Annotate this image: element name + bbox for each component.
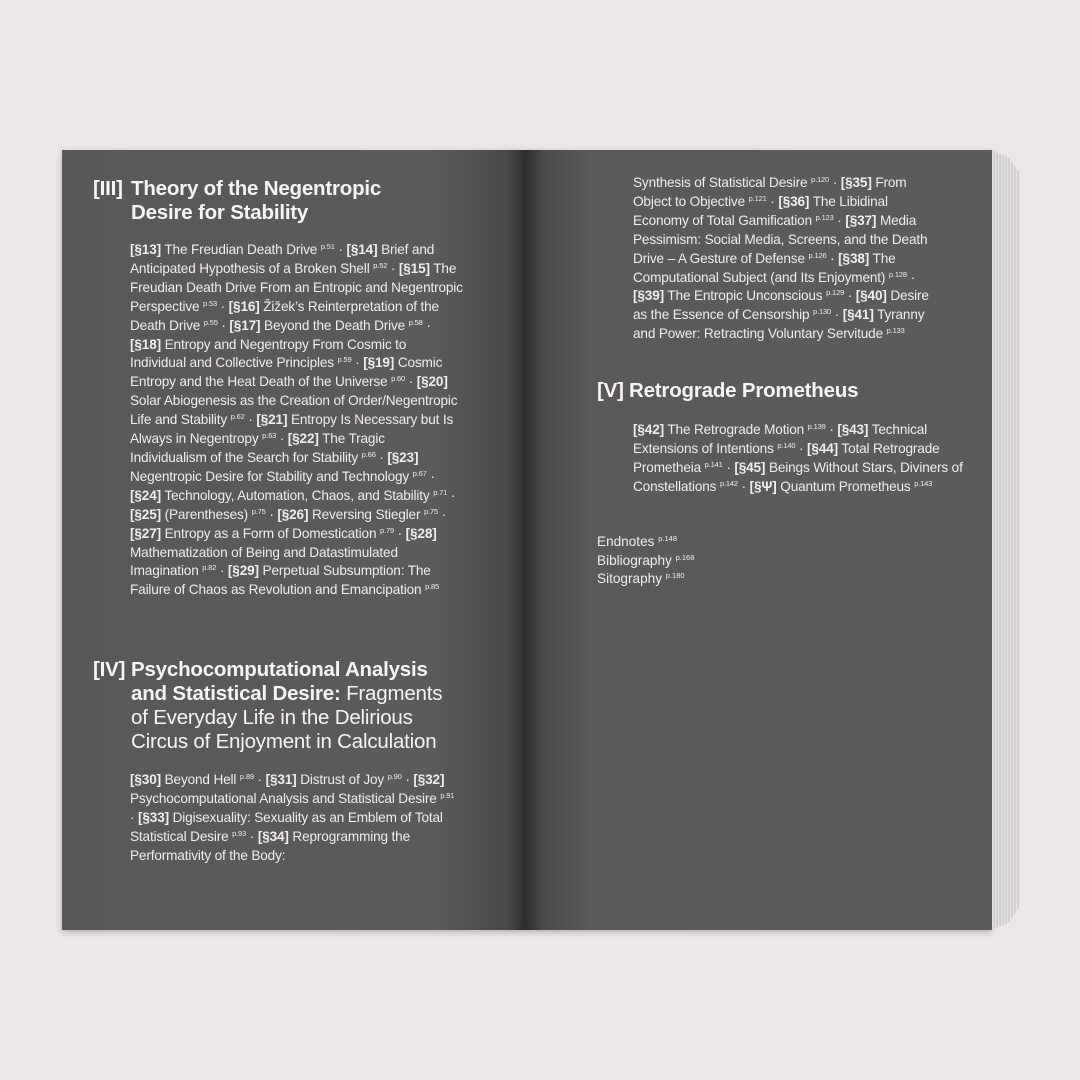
separator-dot: · <box>422 317 431 333</box>
page-number: p.121 <box>748 193 767 203</box>
page-number: p.51 <box>320 242 335 251</box>
page-number: p.58 <box>408 317 423 327</box>
section-title: Media Pessimism: Social Media, Screens, and the Death Drive – A Gesture of Defense <box>633 212 928 266</box>
page-number: p.75 <box>251 506 266 516</box>
section-title: The Freudian Death Drive From an Entropic and Negentropic Perspective <box>130 260 463 314</box>
section-number: [§15] <box>398 260 430 276</box>
section-title: Solar Abiogenesis as the Creation of Order/Negentropic Life and Stability <box>130 393 458 428</box>
section-title: (Parentheses) <box>164 506 249 522</box>
separator-dot: · <box>722 459 735 475</box>
section-number: [§27] <box>130 525 161 541</box>
section-title: Reversing Stiegler <box>311 506 421 522</box>
separator-dot: · <box>375 449 388 465</box>
section-number: [§34] <box>257 828 289 844</box>
part-4-title: Psychocomputational Analysis and Statistical Desire: <box>131 658 428 705</box>
part-4-heading <box>93 658 455 754</box>
section-title: Entropy Is Necessary but Is Always in Negentropy <box>130 412 454 447</box>
page-number: p.139 <box>807 422 826 431</box>
separator-dot: · <box>829 175 841 190</box>
part-4-subtitle: Fragments of Everyday Life in the Delirious Circus of Enjoyment in Calculation <box>131 682 443 753</box>
section-number: [§33] <box>138 809 169 825</box>
page-number: p.71 <box>433 487 448 497</box>
section-number: [§16] <box>228 298 260 314</box>
section-number: [§13] <box>130 242 161 257</box>
section-number: [§39] <box>633 288 664 304</box>
section-title: The Entropic Unconscious <box>667 288 823 304</box>
separator-dot: · <box>766 193 779 209</box>
back-matter-list <box>597 533 797 589</box>
separator-dot: · <box>387 260 399 276</box>
toc-entry <box>633 288 844 303</box>
section-title: Tyranny and Power: Retracting Voluntary Servitude <box>633 307 925 342</box>
separator-dot: · <box>437 506 446 522</box>
separator-dot: · <box>401 772 414 787</box>
backmatter-bibliography: Bibliography $^{p.168}$ <box>597 552 695 568</box>
section-title: Cosmic Entropy and the Heat Death of the Universe <box>130 355 443 390</box>
section-number: [§20] <box>416 374 448 390</box>
page-number: p.52 <box>373 260 388 270</box>
page-number: p.79 <box>380 525 394 535</box>
section-number: [§26] <box>277 506 309 522</box>
section-number: [§44] <box>807 440 839 456</box>
section-title: Beyond the Death Drive <box>264 317 406 333</box>
section-number: [§29] <box>227 563 259 579</box>
separator-dot: · <box>217 298 229 314</box>
section-title: Total Retrograde Prometheia <box>633 440 940 475</box>
section-title: Brief and Anticipated Hypothesis of a Broken Shell <box>130 242 435 276</box>
section-number: [§37] <box>845 212 877 228</box>
part-4-contents <box>130 771 460 866</box>
page-number: p.85 <box>425 582 440 592</box>
section-number: [§14] <box>346 242 378 257</box>
part-5-title: Retrograde Prometheus <box>629 379 859 402</box>
section-title: Entropy and Negentropy From Cosmic to Individual and Collective Principles <box>130 336 407 371</box>
section-title: Distrust of Joy <box>300 772 385 787</box>
section-title: Digisexuality: Sexuality as an Emblem of Total Statistical Desire <box>130 809 443 844</box>
separator-dot: · <box>334 242 347 257</box>
section-title: The Libidinal Economy of Total Gamification <box>633 193 888 228</box>
separator-dot: · <box>795 440 808 456</box>
section-number: [§41] <box>842 307 874 323</box>
section-number: [§Ψ] <box>749 478 777 494</box>
part-5-number: [V] <box>597 379 624 402</box>
separator-dot: · <box>276 431 288 447</box>
section-title: Beings Without Stars, Diviners of Constellations <box>633 459 963 494</box>
page-number: p.55 <box>203 317 218 327</box>
section-title: Technical Extensions of Intentions <box>633 422 928 456</box>
section-title: The Computational Subject (and Its Enjoyment) <box>633 250 896 285</box>
separator-dot: · <box>737 478 750 494</box>
page-number: p.123 <box>815 212 834 222</box>
section-number: [§31] <box>265 772 297 787</box>
page-number: p.91 <box>440 790 455 800</box>
page-edges <box>992 150 1020 930</box>
separator-dot: · <box>844 288 856 304</box>
backmatter-endnotes: Endnotes $^{p.148}$ <box>597 534 678 549</box>
section-number: [§25] <box>130 506 161 522</box>
section-title: Negentropic Desire for Stability and Technology <box>130 468 410 484</box>
separator-dot: · <box>253 772 266 787</box>
page-number: p.93 <box>232 828 247 838</box>
separator-dot: · <box>130 809 139 825</box>
section-number: [§40] <box>855 288 887 304</box>
part-5-contents <box>633 421 963 497</box>
section-number: [§22] <box>287 431 319 447</box>
separator-dot: · <box>265 506 278 522</box>
section-title: Žižek’s Reinterpretation of the Death Drive <box>130 298 439 333</box>
page-number: p.82 <box>202 563 217 573</box>
page-number: p.60 <box>391 374 406 384</box>
page-number: p.67 <box>412 468 427 478</box>
left-page <box>62 150 525 930</box>
page-number: p.140 <box>777 440 796 450</box>
section-title: Reprogramming the Performativity of the Body: <box>130 828 411 863</box>
separator-dot: · <box>826 250 839 266</box>
page-number: p.63 <box>262 431 277 441</box>
section-title: Technology, Automation, Chaos, and Stability <box>164 487 430 503</box>
toc-entry <box>266 772 402 787</box>
part-5-heading <box>597 379 937 403</box>
separator-dot: · <box>217 317 230 333</box>
page-number: p.120 <box>811 175 830 184</box>
separator-dot: · <box>831 307 843 323</box>
toc-entry <box>750 479 933 494</box>
section-number: [§17] <box>229 317 261 333</box>
toc-entry <box>130 526 394 541</box>
section-title: Synthesis of Statistical Desire <box>633 175 808 190</box>
section-title: Desire as the Essence of Censorship <box>633 288 929 323</box>
section-title: The Tragic Individualism of the Search for Stability <box>130 431 385 465</box>
separator-dot: · <box>426 468 435 484</box>
separator-dot: · <box>405 374 417 390</box>
open-book <box>62 150 1020 930</box>
separator-dot: · <box>394 525 406 541</box>
part-4-number: [IV] <box>93 658 126 681</box>
page-number: p.133 <box>886 326 905 336</box>
section-number: [§35] <box>840 175 872 190</box>
page-number: p.89 <box>239 772 254 781</box>
section-title: The Retrograde Motion <box>667 422 805 437</box>
section-number: [§30] <box>130 772 161 787</box>
separator-dot: · <box>833 212 846 228</box>
section-title: Quantum Prometheus <box>780 478 911 494</box>
section-number: [§32] <box>413 772 445 787</box>
page-number: p.130 <box>813 307 832 317</box>
toc-entry <box>130 772 254 787</box>
section-number: [§36] <box>778 193 810 209</box>
toc-entry <box>229 318 422 333</box>
toc-entry <box>130 242 335 257</box>
toc-entry <box>130 488 447 503</box>
backmatter-sitography: Sitography $^{p.180}$ <box>597 571 685 586</box>
section-number: [§28] <box>405 525 437 541</box>
part-3-heading <box>93 177 423 225</box>
part-3-title: Theory of the Negentropic Desire for Stability <box>131 177 382 224</box>
section-title: Perpetual Subsumption: The Failure of Chaos as Revolution and Emancipation <box>130 563 431 598</box>
section-title: The Freudian Death Drive <box>164 242 318 257</box>
separator-dot: · <box>216 563 228 579</box>
page-number: p.59 <box>337 355 352 365</box>
section-number: [§43] <box>837 422 869 437</box>
section-title: Beyond Hell <box>164 772 237 787</box>
part-3-contents <box>130 241 465 600</box>
section-title: Mathematization of Being and Datastimulated Imagination <box>130 544 398 579</box>
toc-entry <box>633 175 829 190</box>
section-number: [§38] <box>838 250 870 266</box>
page-number: p.141 <box>704 459 723 469</box>
separator-dot: · <box>906 269 915 285</box>
toc-entry <box>130 507 266 522</box>
page-number: p.90 <box>387 772 402 781</box>
page-number: p.142 <box>719 478 738 488</box>
page-number: p.143 <box>914 478 933 488</box>
page-number: p.53 <box>203 298 218 308</box>
separator-dot: · <box>825 422 838 437</box>
section-number: [§24] <box>130 487 161 503</box>
page-number: p.66 <box>361 449 376 459</box>
toc-entry <box>633 422 826 437</box>
page-number: p.75 <box>423 506 438 516</box>
separator-dot: · <box>244 412 257 428</box>
section-number: [§42] <box>633 422 664 437</box>
section-title: From Object to Objective <box>633 175 907 209</box>
page-number: p.62 <box>230 412 245 422</box>
part-4-contents-continued <box>633 174 938 344</box>
section-title: Entropy as a Form of Domestication <box>164 525 377 541</box>
right-page <box>525 150 992 930</box>
separator-dot: · <box>351 355 364 371</box>
section-number: [§18] <box>130 336 161 352</box>
section-number: [§45] <box>734 459 766 475</box>
separator-dot: · <box>246 828 258 844</box>
page-number: p.128 <box>888 269 907 279</box>
section-number: [§23] <box>387 449 419 465</box>
part-3-number: [III] <box>93 177 123 200</box>
separator-dot: · <box>447 487 456 503</box>
section-title: Psychocomputational Analysis and Statistical Desire <box>130 790 437 806</box>
page-number: p.129 <box>826 288 845 298</box>
page-number: p.126 <box>808 250 827 260</box>
section-number: [§19] <box>363 355 395 371</box>
section-number: [§21] <box>256 412 288 428</box>
toc-entry <box>277 507 438 522</box>
